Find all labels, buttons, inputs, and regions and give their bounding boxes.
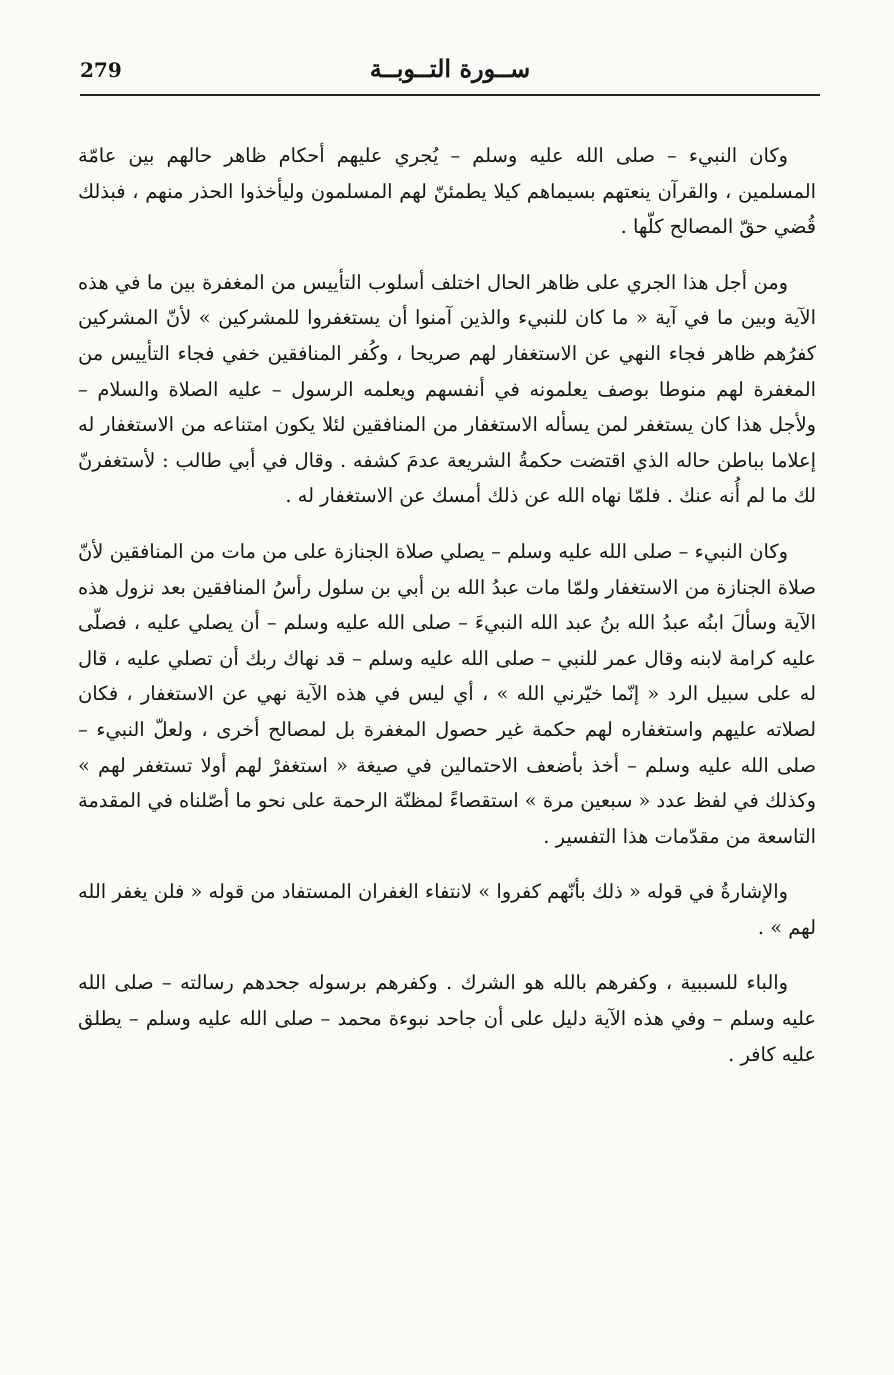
page-header [80, 54, 820, 94]
paragraph: والإشارةُ في قوله « ذلك بأنّهم كفروا » لانتفاء الغفران المستفاد من قوله « فلن يغفر الله لهم » . [78, 880, 816, 939]
page-number: 279 [80, 58, 122, 82]
paragraph: وكان النبيء – صلى الله عليه وسلم – يصلي صلاة الجنازة على من مات من المنافقين لأنّ صلاة الجنازة من الاستغفار ولمّا مات عبدُ الله بن أبي بن سلول رأسُ المنافقين بعد نزول هذه الآية وسألَ ابنُه عبدُ الله بنُ عبد الله النبيءَ – صلى الله عليه وسلم – أن يصلي عليه ، فصلّى عليه كرامة لابنه وقال عمر للنبي – صلى الله عليه وسلم – قد نهاك ربك أن تصلي عليه ، قال له على سبيل الرد « إنّما خيّرني الله » ، أي ليس في هذه الآية نهي عن الاستغفار ، فكان لصلاته عليهم واستغفاره لهم حكمة غير حصول المغفرة بل لمصالح أخرى ، ولعلّ النبيء – صلى الله عليه وسلم – أخذ بأضعف الاحتمالين في صيغة « استغفرْ لهم أولا تستغفر لهم » وكذلك في لفظ عدد « سبعين مرة » استقصاءً لمظنّة الرحمة على نحو ما أصّلناه في المقدمة التاسعة من مقدّمات هذا التفسير . [78, 539, 816, 848]
paragraph: ومن أجل هذا الجري على ظاهر الحال اختلف أسلوب التأييس من المغفرة بين ما في هذه الآية وبين ما في آية « ما كان للنبيء والذين آمنوا أن يستغفروا للمشركين » لأنّ المشركين كفرُهم ظاهر فجاء النهي عن الاستغفار لهم صريحا ، وكُفر المنافقين خفي فجاء التأييس من المغفرة لهم منوطا بوصف يعلمونه في أنفسهم ويعلمه الرسول – عليه الصلاة والسلام – ولأجل هذا كان يستغفر لمن يسأله الاستغفار من المنافقين لئلا يكون امتناعه من الاستغفار له إعلاما بباطن حاله الذي اقتضت حكمةُ الشريعة عدمَ كشفه . وقال في أبي طالب : لأستغفرنّ لك ما لم أُنه عنك . فلمّا نهاه الله عن ذلك أمسك عن الاستغفار له . [78, 270, 816, 508]
paragraph: وكان النبيء – صلى الله عليه وسلم – يُجري عليهم أحكام ظاهر حالهم بين عامّة المسلمين ، والقرآن ينعتهم بسيماهم كيلا يطمئنّ لهم المسلمون وليأخذوا الحذر منهم ، فبذلك قُضي حقّ المصالح كلّها . [78, 144, 816, 239]
body-text [78, 138, 816, 1072]
header-divider [80, 94, 820, 96]
surah-title: ســورة التــوبــة [369, 54, 531, 83]
paragraph: والباء للسببية ، وكفرهم بالله هو الشرك . وكفرهم برسوله جحدهم رسالته – صلى الله عليه وسلم – وفي هذه الآية دليل على أن جاحد نبوءة محمد – صلى الله عليه وسلم – يطلق عليه كافر . [78, 971, 816, 1066]
